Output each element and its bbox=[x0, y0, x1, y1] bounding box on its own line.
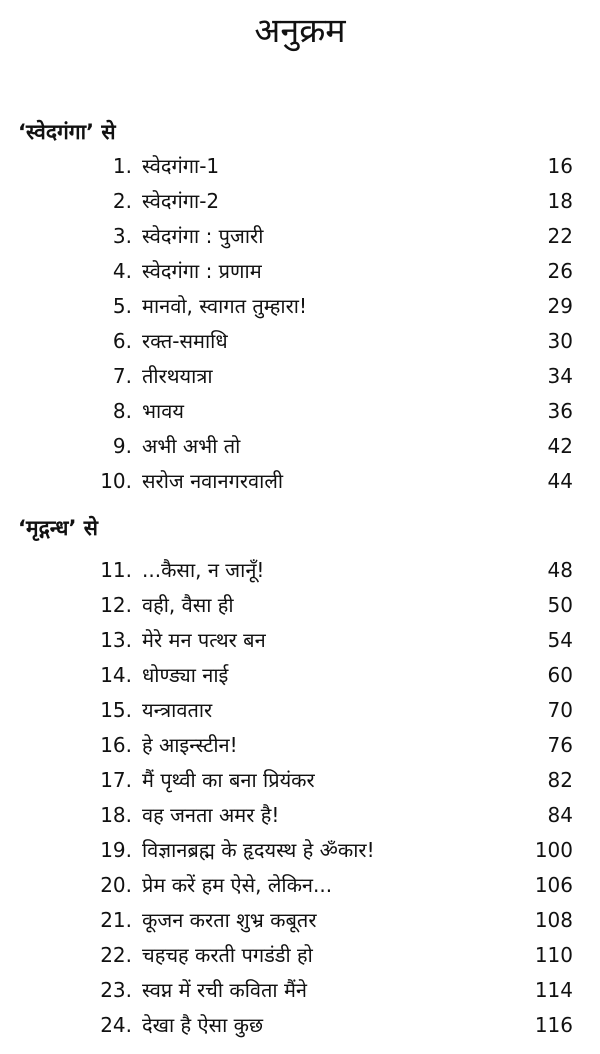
entry-title: यन्त्रावतार bbox=[142, 698, 213, 722]
toc-entry[interactable] bbox=[0, 394, 600, 428]
entry-page-number: 44 bbox=[547, 469, 573, 493]
entry-number: 24. bbox=[100, 1013, 132, 1037]
entry-number: 7. bbox=[112, 364, 132, 388]
entry-number: 10. bbox=[100, 469, 132, 493]
entry-page-number: 50 bbox=[547, 593, 573, 617]
toc-entry[interactable] bbox=[0, 728, 600, 762]
toc-entry[interactable] bbox=[0, 324, 600, 358]
entry-title: चहचह करती पगडंडी हो bbox=[142, 943, 313, 967]
entry-title: वही, वैसा ही bbox=[142, 593, 234, 617]
entry-title: मेरे मन पत्थर बन bbox=[142, 628, 266, 652]
entry-number: 17. bbox=[100, 768, 132, 792]
toc-entry[interactable] bbox=[0, 219, 600, 253]
entry-number: 23. bbox=[100, 978, 132, 1002]
entry-number: 13. bbox=[100, 628, 132, 652]
entry-number: 21. bbox=[100, 908, 132, 932]
entry-number: 22. bbox=[100, 943, 132, 967]
entry-number: 3. bbox=[112, 224, 132, 248]
toc-entry[interactable] bbox=[0, 289, 600, 323]
entry-title: विज्ञानब्रह्म के हृदयस्थ हे ॐकार! bbox=[142, 838, 375, 862]
entry-title: सरोज नवानगरवाली bbox=[142, 469, 284, 493]
entry-page-number: 76 bbox=[547, 733, 573, 757]
toc-entry[interactable] bbox=[0, 1008, 600, 1042]
entry-title: तीरथयात्रा bbox=[142, 364, 213, 388]
entry-page-number: 60 bbox=[547, 663, 573, 687]
entry-number: 11. bbox=[100, 558, 132, 582]
entry-number: 8. bbox=[112, 399, 132, 423]
toc-entry[interactable] bbox=[0, 359, 600, 393]
entry-page-number: 48 bbox=[547, 558, 573, 582]
entry-number: 20. bbox=[100, 873, 132, 897]
toc-entry[interactable] bbox=[0, 868, 600, 902]
entry-page-number: 29 bbox=[547, 294, 573, 318]
entry-title: स्वेदगंगा-1 bbox=[142, 154, 220, 178]
toc-entry[interactable] bbox=[0, 464, 600, 498]
entry-number: 6. bbox=[112, 329, 132, 353]
entry-page-number: 108 bbox=[534, 908, 573, 932]
entry-title: अभी अभी तो bbox=[142, 434, 241, 458]
toc-entry[interactable] bbox=[0, 254, 600, 288]
entry-number: 2. bbox=[112, 189, 132, 213]
entry-page-number: 26 bbox=[547, 259, 573, 283]
entry-title: मैं पृथ्वी का बना प्रियंकर bbox=[142, 768, 315, 792]
toc-entry[interactable] bbox=[0, 658, 600, 692]
toc-entry[interactable] bbox=[0, 149, 600, 183]
entry-page-number: 106 bbox=[534, 873, 573, 897]
entry-number: 5. bbox=[112, 294, 132, 318]
entry-number: 19. bbox=[100, 838, 132, 862]
entry-title: स्वेदगंगा : पुजारी bbox=[142, 224, 264, 248]
entry-page-number: 100 bbox=[534, 838, 573, 862]
entry-page-number: 22 bbox=[547, 224, 573, 248]
entry-number: 4. bbox=[112, 259, 132, 283]
toc-entry[interactable] bbox=[0, 588, 600, 622]
entry-page-number: 82 bbox=[547, 768, 573, 792]
entry-page-number: 54 bbox=[547, 628, 573, 652]
entry-title: धोण्ड्या नाई bbox=[142, 663, 229, 687]
entry-page-number: 34 bbox=[547, 364, 573, 388]
entry-page-number: 42 bbox=[547, 434, 573, 458]
entry-title: स्वेदगंगा-2 bbox=[142, 189, 220, 213]
toc-entry[interactable] bbox=[0, 903, 600, 937]
entry-page-number: 16 bbox=[547, 154, 573, 178]
entry-title: मानवो, स्वागत तुम्हारा! bbox=[142, 294, 307, 318]
entry-title: हे आइन्स्टीन! bbox=[142, 733, 238, 757]
entry-number: 15. bbox=[100, 698, 132, 722]
section-heading-mridgandh: ‘मृद्गन्ध’ से bbox=[18, 516, 98, 540]
entry-page-number: 110 bbox=[534, 943, 573, 967]
toc-entry[interactable] bbox=[0, 833, 600, 867]
entry-number: 12. bbox=[100, 593, 132, 617]
entry-number: 1. bbox=[112, 154, 132, 178]
entry-number: 18. bbox=[100, 803, 132, 827]
toc-entry[interactable] bbox=[0, 938, 600, 972]
page-title: अनुक्रम bbox=[254, 11, 346, 51]
entry-title: वह जनता अमर है! bbox=[142, 803, 280, 827]
entry-title: कूजन करता शुभ्र कबूतर bbox=[142, 908, 317, 932]
toc-entry[interactable] bbox=[0, 763, 600, 797]
toc-entry[interactable] bbox=[0, 553, 600, 587]
entry-title: स्वेदगंगा : प्रणाम bbox=[142, 259, 262, 283]
entry-page-number: 116 bbox=[534, 1013, 573, 1037]
toc-entry[interactable] bbox=[0, 623, 600, 657]
entry-title: स्वप्न में रची कविता मैंने bbox=[142, 978, 308, 1002]
entry-number: 9. bbox=[112, 434, 132, 458]
entry-number: 14. bbox=[100, 663, 132, 687]
entry-title: प्रेम करें हम ऐसे, लेकिन... bbox=[142, 873, 333, 897]
toc-entry[interactable] bbox=[0, 429, 600, 463]
toc-entry[interactable] bbox=[0, 973, 600, 1007]
entry-page-number: 84 bbox=[547, 803, 573, 827]
entry-number: 16. bbox=[100, 733, 132, 757]
entry-page-number: 36 bbox=[547, 399, 573, 423]
section-heading-svedganga: ‘स्वेदगंगा’ से bbox=[18, 120, 116, 144]
entry-page-number: 18 bbox=[547, 189, 573, 213]
entry-title: ...कैसा, न जानूँ! bbox=[142, 558, 265, 582]
entry-page-number: 114 bbox=[534, 978, 573, 1002]
toc-entry[interactable] bbox=[0, 798, 600, 832]
entry-title: देखा है ऐसा कुछ bbox=[142, 1013, 263, 1037]
entry-title: रक्त-समाधि bbox=[142, 329, 228, 353]
entry-title: भावय bbox=[142, 399, 184, 423]
toc-entry[interactable] bbox=[0, 184, 600, 218]
toc-entry[interactable] bbox=[0, 693, 600, 727]
entry-page-number: 30 bbox=[547, 329, 573, 353]
entry-page-number: 70 bbox=[547, 698, 573, 722]
